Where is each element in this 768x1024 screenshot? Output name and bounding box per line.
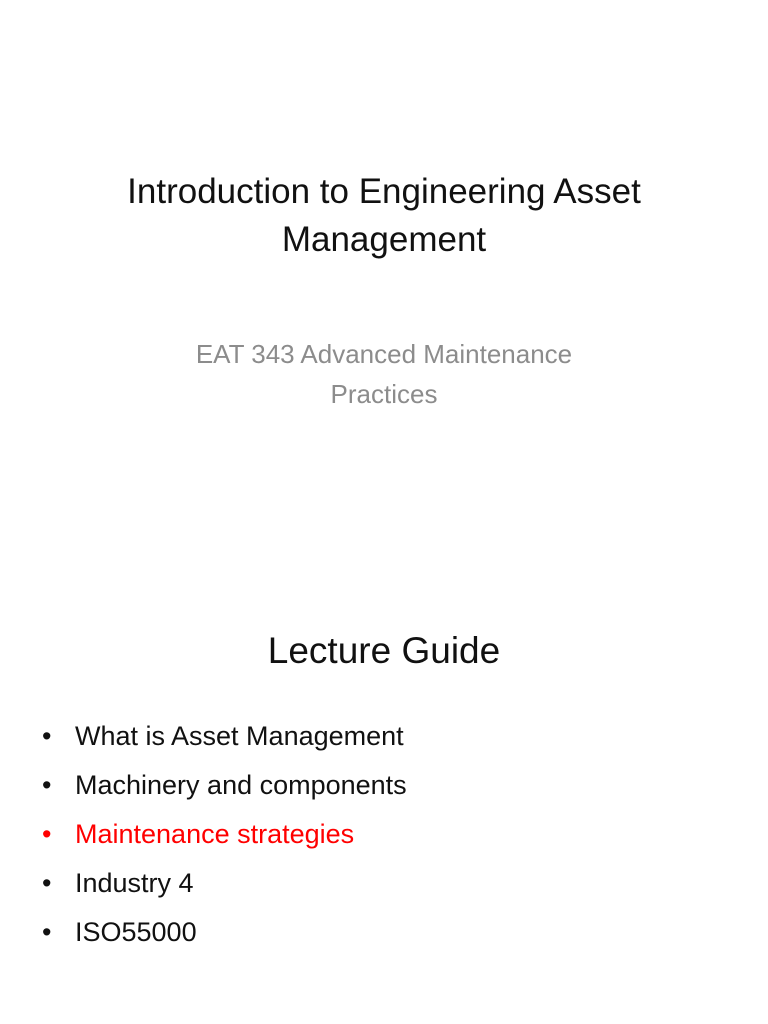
bullet-list [42, 714, 407, 959]
list-item-label: Maintenance strategies [75, 819, 355, 849]
title-line-1: Introduction to Engineering Asset [127, 172, 641, 211]
bullet-icon: • [42, 868, 52, 898]
slide-heading: Lecture Guide [267, 630, 501, 671]
list-item [42, 763, 407, 812]
list-item-label: Machinery and components [75, 770, 407, 800]
bullet-icon: • [42, 819, 52, 849]
list-item [42, 714, 407, 763]
list-item-label: Industry 4 [75, 868, 194, 898]
subtitle-line-1: EAT 343 Advanced Maintenance [195, 339, 573, 369]
presentation-title [40, 168, 728, 264]
bullet-icon: • [42, 917, 52, 947]
bullet-icon: • [42, 721, 52, 751]
bullet-icon: • [42, 770, 52, 800]
list-item [42, 861, 407, 910]
list-item-label: ISO55000 [75, 917, 197, 947]
list-item-label: What is Asset Management [75, 721, 404, 751]
list-item [42, 910, 407, 959]
list-item [42, 812, 407, 861]
lecture-guide-slide [0, 512, 768, 1024]
title-line-2: Management [281, 220, 487, 259]
presentation-subtitle [60, 334, 708, 414]
subtitle-line-2: Practices [330, 379, 438, 409]
